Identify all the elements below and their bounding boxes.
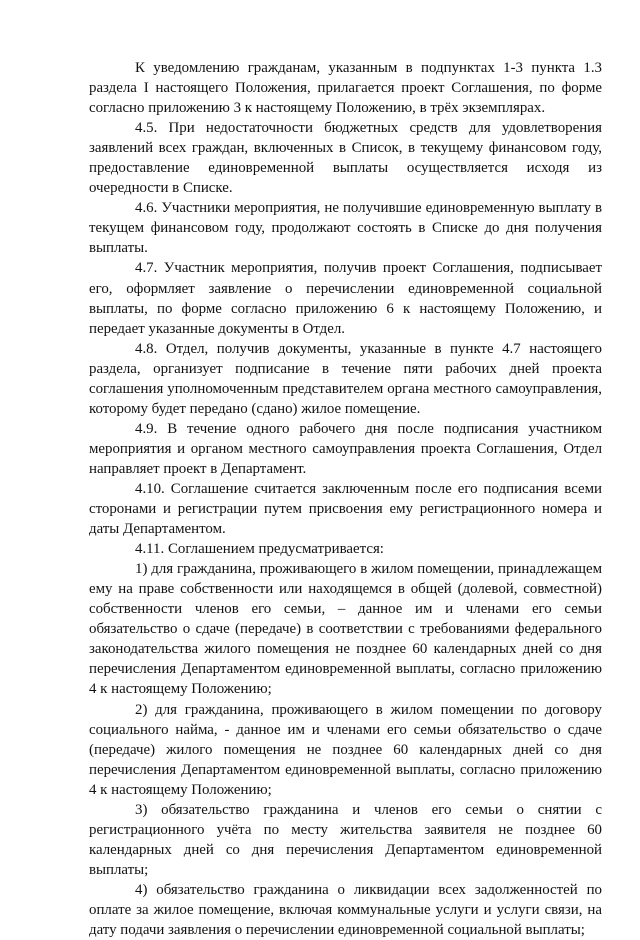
list-item-2: 2) для гражданина, проживающего в жилом помещении по договору социального найма, - данное им и членами его семьи обязательство о сдаче (передаче) жилого помещения не позднее 60 календарных дней со дня перечисления Департаментом единовременной выплаты, согласно приложению 4 к настоящему Положению; [89,701,602,798]
paragraph-attachment-notice: К уведомлению гражданам, указанным в подпунктах 1-3 пункта 1.3 раздела I настоящего Положения, прилагается проект Соглашения, по форме согласно приложению 3 к настоящему Положению, в трёх экземплярах. [89,60,602,117]
list-item-3: 3) обязательство гражданина и членов его семьи о снятии с регистрационного учёта по месту жительства заявителя не позднее 60 календарных дней со дня перечисления Департаментом единовременной выплаты; [89,801,602,878]
document-page [89,58,602,940]
paragraph-4-7: 4.7. Участник мероприятия, получив проект Соглашения, подписывает его, оформляет заявление о перечислении единовременной социальной выплаты, по форме согласно приложению 6 к настоящему Положению, и передает указанные документы в Отдел. [89,260,602,337]
paragraph-4-6: 4.6. Участники мероприятия, не получившие единовременную выплату в текущем финансовом году, продолжают состоять в Списке до дня получения выплаты. [89,200,602,257]
paragraph-4-5: 4.5. При недостаточности бюджетных средств для удовлетворения заявлений всех граждан, включенных в Список, в текущему финансовом году, предоставление единовременной выплаты осуществляется исходя из очередности в Списке. [89,120,602,197]
paragraph-4-11-heading: 4.11. Соглашением предусматривается: [135,541,384,558]
paragraph-4-8: 4.8. Отдел, получив документы, указанные в пункте 4.7 настоящего раздела, организует подписание в течение пяти рабочих дней проекта соглашения уполномоченным представителем органа местного самоуправления, которому будет передано (сдано) жилое помещение. [89,340,602,417]
list-item-1: 1) для гражданина, проживающего в жилом помещении, принадлежащем ему на праве собственности или находящемся в общей (долевой, совместной) собственности членов его семьи, – данное им и членами его семьи обязательство о сдаче (передаче) в соответствии с требованиями федерального законодательства жилого помещения не позднее 60 календарных дней со дня перечисления Департаментом единовременной выплаты, согласно приложению 4 к настоящему Положению; [89,561,602,698]
paragraph-4-10: 4.10. Соглашение считается заключенным после его подписания всеми сторонами и регистрации путем присвоения ему регистрационного номера и даты Департаментом. [89,480,602,538]
paragraph-4-9: 4.9. В течение одного рабочего дня после подписания участником мероприятия и органом местного самоуправления проекта Соглашения, Отдел направляет проект в Департамент. [89,420,602,477]
list-item-4: 4) обязательство гражданина о ликвидации всех задолженностей по оплате за жилое помещение, включая коммунальные услуги и услуги связи, на дату подачи заявления о перечислении единовременной социальной выплаты; [89,881,602,939]
